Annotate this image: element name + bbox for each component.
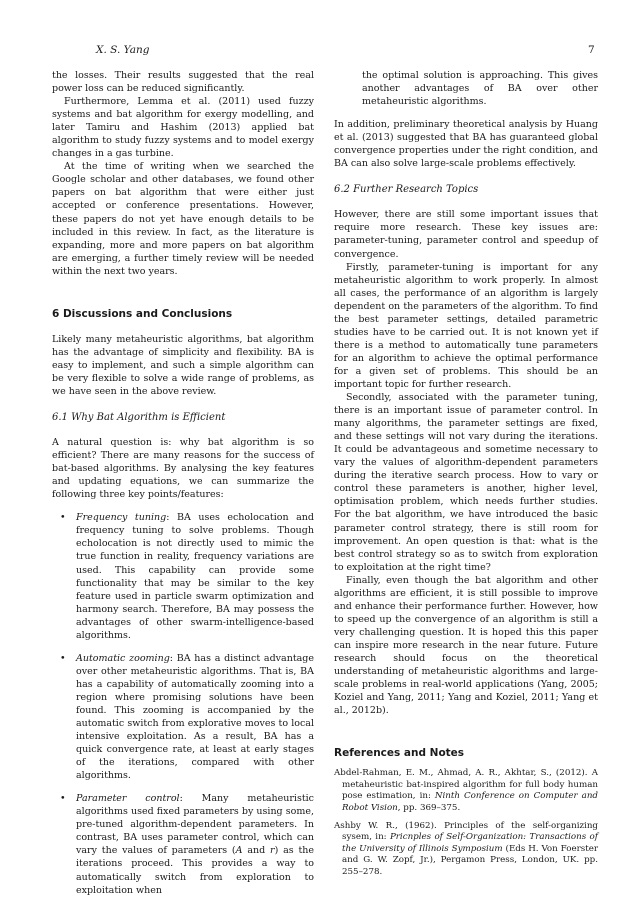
bullet-text: : BA uses echolocation and frequency tuning to solve problems. Though echolocation is not directly used to mimic the true function in reality, frequency variations are used. This capability can provide some functionality that may be similar to the key feature used in particle swarm optimization and harmony search. Therefore, BA may possess the advantages of other swarm-intelligence-based algorithms. — [76, 512, 314, 641]
paragraph: At the time of writing when we searched the Google scholar and other databases, we found other papers on bat algorithm that were either just accepted or conference presentations. However, these papers do not yet have enough details to be included in this review. In fact, as the literature is expanding, more and more papers on bat algorithm are emerging, a further timely review will be needed within the next two years. — [52, 161, 314, 277]
paragraph: A natural question is: why bat algorithm is so efficient? There are many reasons for the success of bat-based algorithms. By analysing the key features and updating equations, we can summarize the following three key points/features: — [52, 437, 314, 501]
bullet-text: ) as the iterations proceed. This provides a way to automatically switch from exploration to exploitation when — [76, 845, 314, 896]
bullet-icon: • — [60, 793, 66, 805]
list-item — [60, 511, 314, 641]
bullet-icon: • — [60, 652, 66, 664]
reference-entry — [334, 821, 598, 879]
list-item — [60, 792, 314, 896]
subsection-heading: 6.2 Further Research Topics — [334, 184, 479, 196]
math-variable: A — [235, 845, 243, 857]
bullet-text: : Many metaheuristic algorithms used fixed parameters by using some, pre-tuned algorithm-dependent parameters. In contrast, BA uses parameter control, which can vary the values of parameters ( — [76, 793, 314, 857]
left-column — [52, 69, 314, 897]
running-header-author: X. S. Yang — [96, 44, 150, 56]
section-heading: 6 Discussions and Conclusions — [52, 307, 233, 320]
paragraph: the losses. Their results suggested that the real power loss can be reduced significantly. — [52, 70, 314, 95]
reference-authors: Ashby W. R., (1962). Principles of the self-organizing sysem, in: — [334, 820, 598, 843]
references-heading: References and Notes — [334, 747, 465, 760]
paragraph: In addition, preliminary theoretical analysis by Huang et al. (2013) suggested that BA has guaranteed global convergence properties under the right condition, and BA can also solve large-scale problems effectively. — [334, 119, 598, 170]
reference-authors: Abdel-Rahman, E. M., Ahmad, A. R., Akhtar, S., (2012). A metaheuristic bat-inspired algorithm for full body human pose estimation, in: — [334, 768, 598, 802]
bullet-text: : BA has a distinct advantage over other metaheuristic algorithms. That is, BA has a capability of automatically zooming into a region where promising solutions have been found. This zooming is accompanied by the automatic switch from explorative moves to local intensive exploitation. As a result, BA has a quick convergence rate, at least at early stages of the iterations, compared with other algorithms. — [76, 652, 315, 782]
bullet-term: Automatic zooming — [76, 652, 170, 664]
bullet-term: Parameter control — [76, 793, 180, 805]
reference-venue: Ninth Conference on Computer and Robot Vision — [342, 791, 598, 814]
bullet-icon: • — [60, 512, 66, 524]
paragraph: Firstly, parameter-tuning is important for any metaheuristic algorithm to work properly. In almost all cases, the performance of an algorithm is largely dependent on the parameters of the algorithm. To find the best parameter settings, detailed parametric studies have to be carried out. It is not known yet if there is a method to automatically tune parameters for an algorithm to achieve the optimal performance for a given set of problems. This should be an important topic for further research. — [334, 261, 598, 390]
bullet-list — [52, 511, 314, 896]
paragraph: Finally, even though the bat algorithm and other algorithms are efficient, it is still possible to improve and enhance their performance further. However, how to speed up the convergence of an algorithm is still a very challenging question. It is hoped this this paper can inspire more research in the near future. Future research should focus on the theoretical understanding of metaheuristic algorithms and large-scale problems in real-world applications (Yang, 2005; Koziel and Yang, 2011; Yang and Koziel, 2011; Yang et al., 2012b). — [334, 574, 598, 717]
paragraph: Furthermore, Lemma et al. (2011) used fuzzy systems and bat algorithm for exergy modelling, and later Tamiru and Hashim (2013) applied bat algorithm to study fuzzy systems and to model exergy changes in a gas turbine. — [52, 96, 314, 160]
page-number: 7 — [588, 44, 595, 56]
reference-entry — [334, 768, 598, 814]
reference-venue: Pricnples of Self-Organization: Transactions of the University of Illinois Symposium — [342, 832, 598, 854]
bullet-continuation: the optimal solution is approaching. This gives another advantages of BA over other metaheuristic algorithms. — [362, 70, 598, 108]
bullet-term: Frequency tuning — [76, 512, 167, 524]
paragraph: Likely many metaheuristic algorithms, bat algorithm has the advantage of simplicity and flexibility. BA is easy to implement, and such a simple algorithm can be very flexible to solve a wide range of problems, as we have seen in the above review. — [52, 333, 314, 397]
reference-list — [334, 768, 598, 878]
paragraph: However, there are still some important issues that require more research. These key issues are: parameter-tuning, parameter control and speedup of convergence. — [334, 209, 598, 260]
list-item — [60, 652, 314, 782]
math-variable: r — [270, 845, 275, 857]
bullet-text: and — [242, 845, 271, 857]
reference-tail: (Eds H. Von Foerster and G. W. Zopf, Jr.), Pergamon Press, London, UK. pp. 255–278. — [342, 843, 598, 877]
paragraph: Secondly, associated with the parameter tuning, there is an important issue of parameter control. In many algorithms, the parameter settings are fixed, and these settings will not vary during the iterations. It could be advantageous and sometime necessary to vary the values of algorithm-dependent parameters during the iterative search process. How to vary or control these parameters is another, higher level, optimisation problem, which needs further studies. For the bat algorithm, we have introduced the basic parameter control strategy, there is still room for improvement. An open question is that: what is the best control strategy so as to switch from exploration to exploitation at the right time? — [334, 392, 598, 573]
right-column — [334, 69, 598, 879]
reference-tail: , pp. 369–375. — [397, 803, 461, 814]
subsection-heading: 6.1 Why Bat Algorithm is Efficient — [52, 412, 226, 424]
